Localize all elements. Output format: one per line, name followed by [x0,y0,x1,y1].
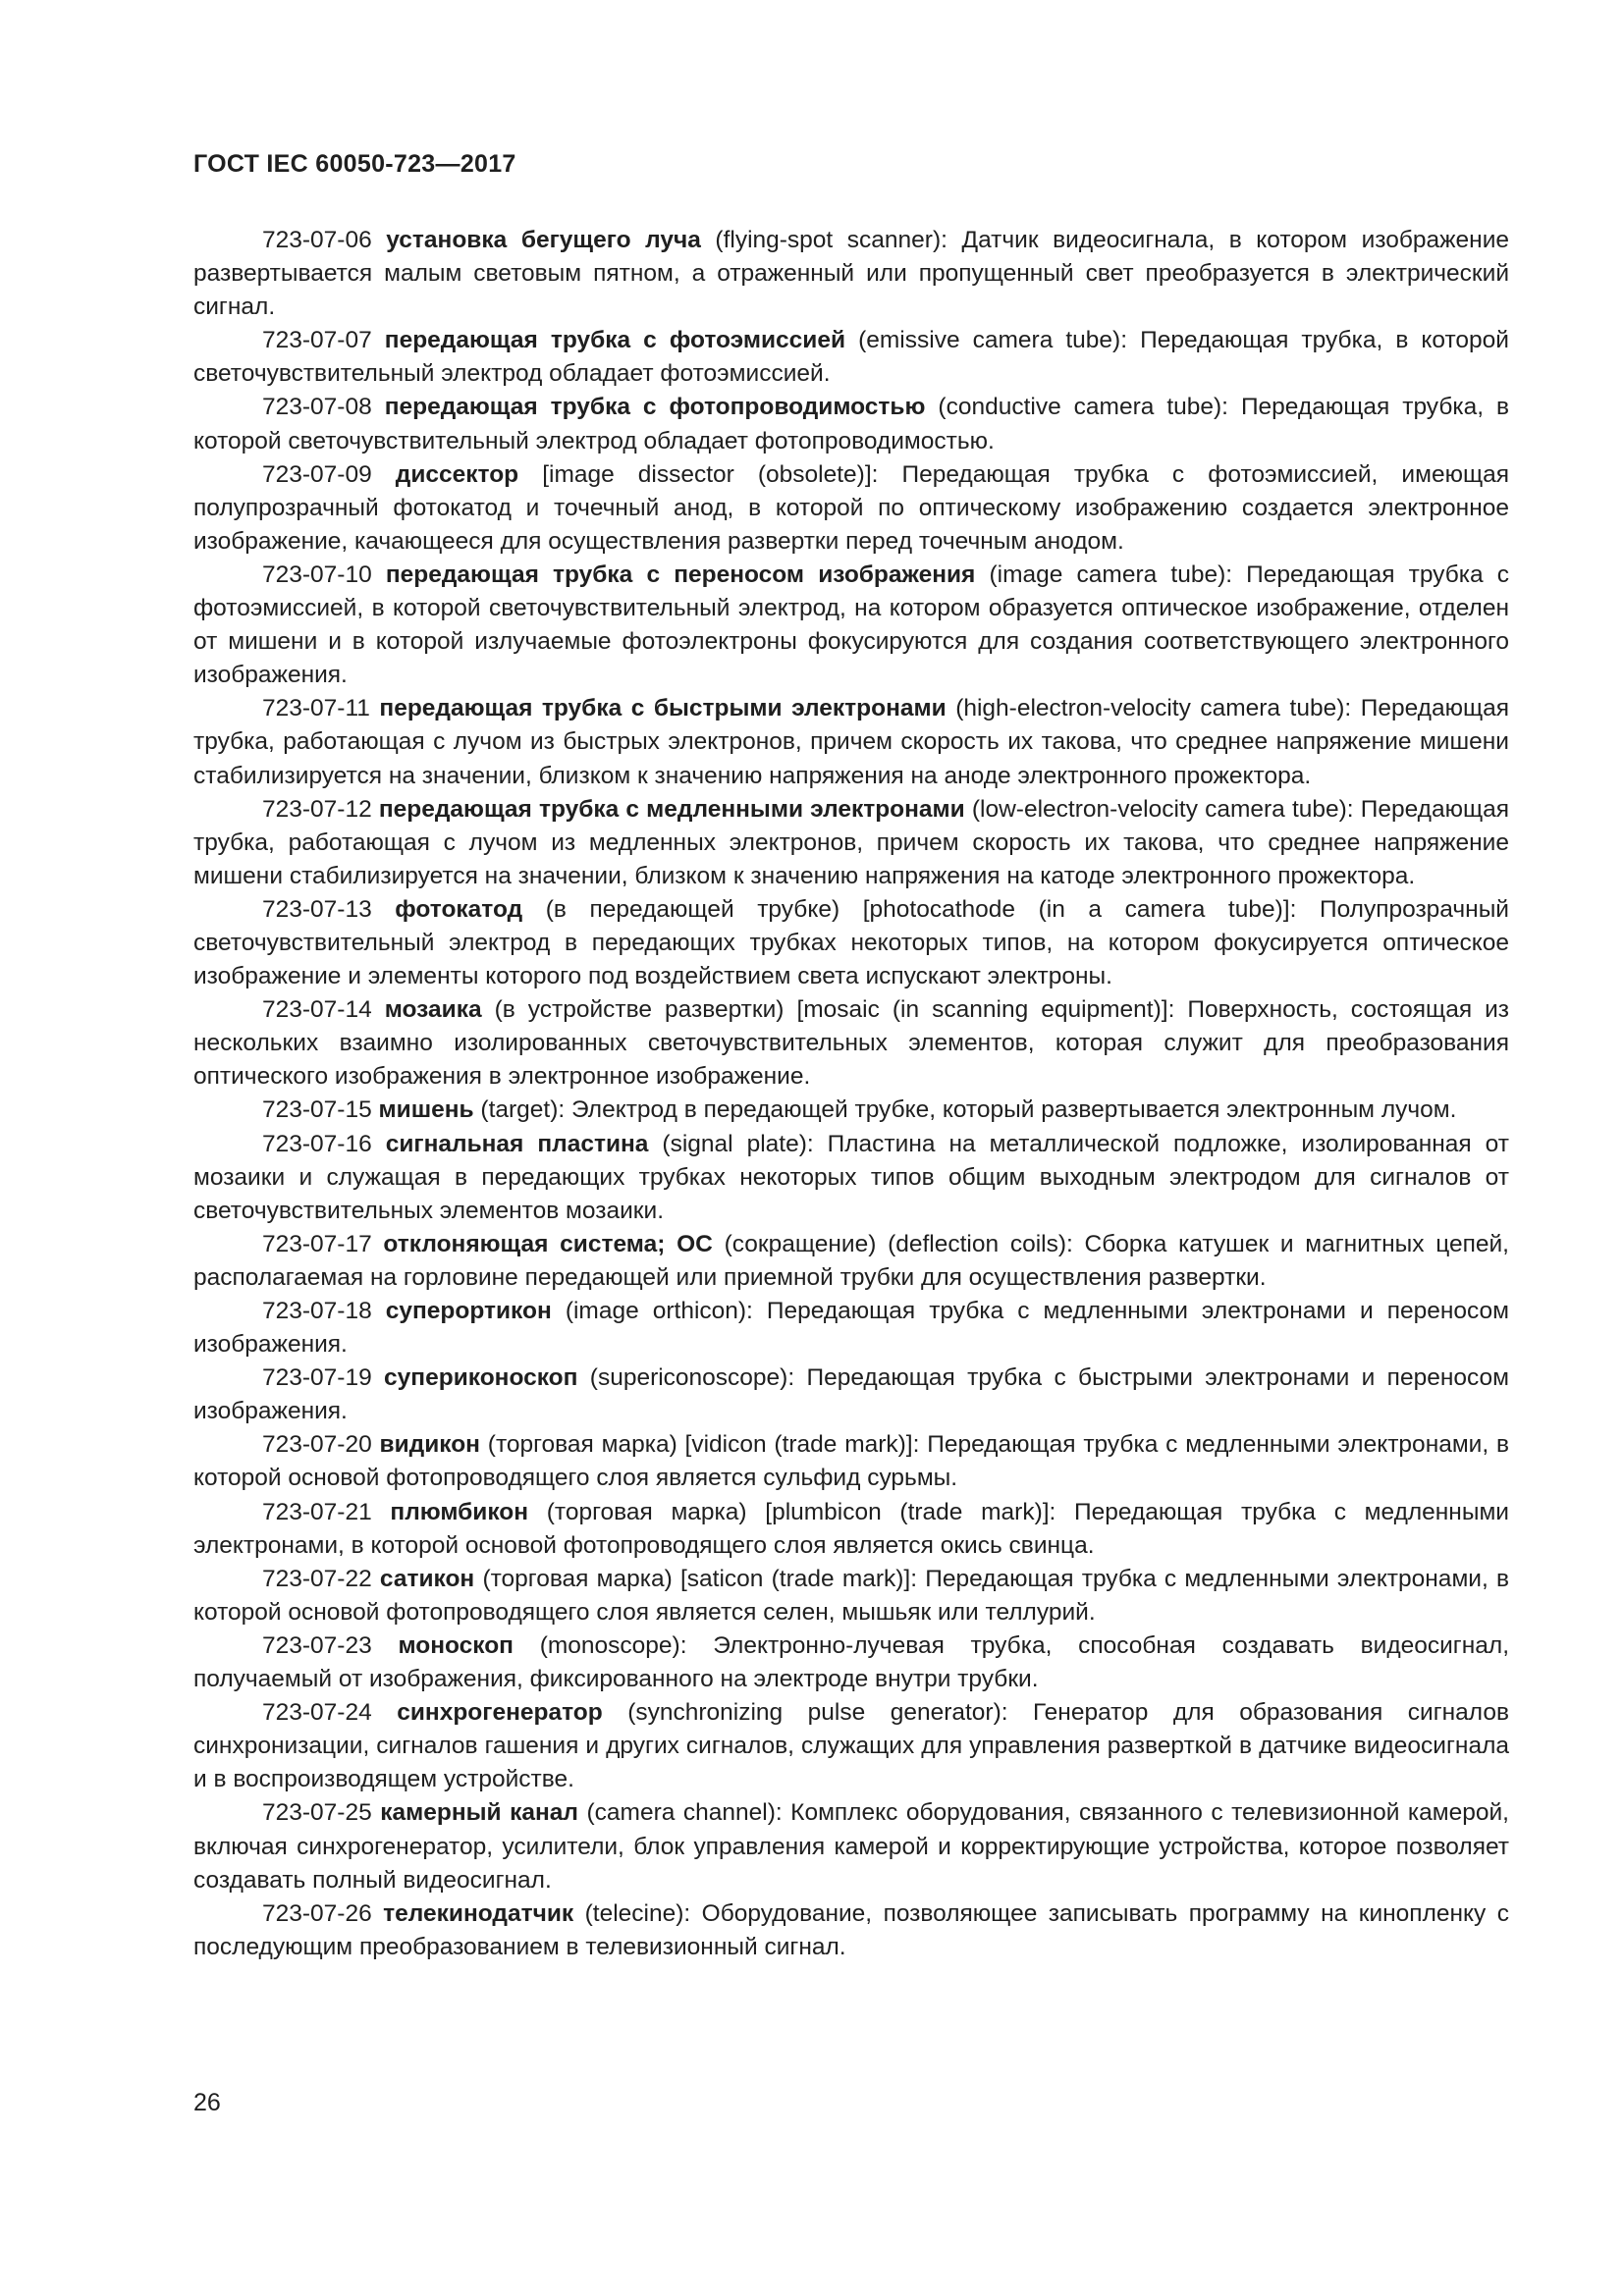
term-entry [193,391,1509,457]
term-number: 723-07-12 [262,795,372,823]
term-definition: (low-electron-velocity camera tube): Передающая трубка, работающая с лучом из медленных электронов, причем скорость их такова, что среднее напряжение мишени стабилизируется на значении, близком к значению напряжения на катоде электронного прожектора. [193,795,1510,889]
term-name: суперортикон [385,1298,552,1324]
term-number: 723-07-25 [262,1799,372,1827]
term-name: синхрогенератор [397,1699,603,1727]
term-definition: (торговая марка) [vidicon (trade mark)]: Передающая трубка с медленными электронами, в которой основой фотопроводящего слоя является сульфид сурьмы. [193,1431,1509,1492]
term-definition: (synchronizing pulse generator): Генератор для образования сигналов синхронизации, сигналов гашения и других сигналов, служащих для управления разверткой в датчике видеосигнала и в воспроизводящем устройстве. [193,1699,1510,1793]
term-definition: (high-electron-velocity camera tube): Передающая трубка, работающая с лучом из быстрых электронов, причем скорость их такова, что среднее напряжение мишени стабилизируется на значении, близком к значению напряжения на аноде электронного прожектора. [193,695,1510,789]
term-name: камерный канал [380,1799,578,1827]
term-name: передающая трубка с фотоэмиссией [384,327,846,354]
term-entry [193,1295,1509,1362]
term-entry [193,1496,1509,1563]
term-entry [193,1128,1509,1228]
term-name: фотокатод [395,895,523,923]
term-number: 723-07-06 [262,227,372,253]
term-definition: (в устройстве развертки) [mosaic (in scanning equipment)]: Поверхность, состоящая из нескольких взаимно изолированных светочувствительных элементов, которая служит для преобразования оптического изображения в электронное изображение. [193,996,1510,1091]
term-name: мозаика [384,996,482,1024]
term-definition: (image orthicon): Передающая трубка с медленными электронами и переносом изображения. [193,1298,1510,1359]
term-name: передающая трубка с медленными электронами [378,795,965,823]
term-number: 723-07-10 [262,561,372,588]
term-name: сигнальная пластина [385,1130,649,1157]
term-name: плюмбикон [390,1498,529,1525]
document-header: ГОСТ IEC 60050-723—2017 [193,150,516,178]
term-name: передающая трубка с быстрыми электронами [379,695,947,722]
term-name: передающая трубка с переносом изображения [385,561,976,588]
term-name: супериконоскоп [384,1364,578,1392]
term-name: телекинодатчик [383,1899,574,1927]
term-number: 723-07-26 [262,1899,372,1927]
term-number: 723-07-11 [262,695,370,722]
term-name: отклоняющая система; ОС [383,1230,713,1257]
term-number: 723-07-23 [262,1631,372,1659]
term-number: 723-07-22 [262,1565,372,1592]
term-name: видикон [379,1431,480,1459]
term-entry [193,893,1509,993]
term-entry [193,458,1509,559]
term-definition: (в передающей трубке) [photocathode (in a camera tube)]: Полупрозрачный светочувствительный электрод в передающих трубках некоторых типов, на котором фокусируется оптическое изображение и элементы которого под воздействием света испускают электроны. [193,895,1509,990]
term-name: мишень [378,1096,474,1124]
page-number: 26 [193,2089,221,2116]
term-definition: (monoscope): Электронно-лучевая трубка, способная создавать видеосигнал, получаемый от изображения, фиксированного на электроде внутри трубки. [193,1631,1509,1693]
term-entry [193,692,1509,792]
term-number: 723-07-09 [262,460,372,488]
term-definition: (image camera tube): Передающая трубка с фотоэмиссией, в которой светочувствительный электрод, на котором образуется оптическое изображение, отделен от мишени и в которой излучаемые фотоэлектроны фокусируются для создания соответствующего электронного изображения. [193,561,1510,689]
term-entry [193,1897,1509,1964]
term-entry [193,224,1509,324]
term-definition: (camera channel): Комплекс оборудования, связанного с телевизионной камерой, включая синхрогенератор, усилители, блок управления камерой и корректирующие устройства, которое позволяет создавать полный видеосигнал. [193,1799,1509,1894]
term-number: 723-07-17 [262,1230,372,1257]
term-definition: (emissive camera tube): Передающая трубка, в которой светочувствительный электрод обладает фотоэмиссией. [193,327,1509,388]
term-number: 723-07-24 [262,1699,372,1727]
term-entry [193,324,1509,391]
term-number: 723-07-16 [262,1130,372,1157]
term-entry [193,993,1509,1094]
term-name: установка бегущего луча [386,227,701,253]
term-name: сатикон [379,1565,475,1592]
term-number: 723-07-19 [262,1364,372,1392]
term-definition: (signal plate): Пластина на металлической подложке, изолированная от мозаики и служащая в передающих трубках некоторых типов общим выходным электродом для сигналов от светочувствительных элементов мозаики. [193,1130,1509,1224]
term-name: моноскоп [398,1631,514,1659]
term-definition: (conductive camera tube): Передающая трубка, в которой светочувствительный электрод обладает фотопроводимостью. [193,394,1510,454]
term-entry [193,1796,1509,1896]
term-name: передающая трубка с фотопроводимостью [384,394,926,421]
term-entry [193,1428,1509,1495]
term-definition: (telecine): Оборудование, позволяющее записывать программу на кинопленку с последующим преобразованием в телевизионный сигнал. [193,1899,1509,1960]
term-number: 723-07-21 [262,1498,372,1525]
term-entry [193,1563,1509,1629]
term-definition: (торговая марка) [saticon (trade mark)]: Передающая трубка с медленными электронами, в которой основой фотопроводящего слоя является селен, мышьяк или теллурий. [193,1565,1509,1626]
terms-list [193,224,1509,1964]
term-definition: (торговая марка) [plumbicon (trade mark)]: Передающая трубка с медленными электронами, в которой основой фотопроводящего слоя является окись свинца. [193,1498,1509,1559]
term-number: 723-07-15 [262,1096,372,1124]
term-entry [193,1094,1509,1127]
term-definition: (target): Электрод в передающей трубке, который развертывается электронным лучом. [480,1096,1457,1124]
term-number: 723-07-14 [262,996,372,1024]
term-definition: (supericonoscope): Передающая трубка с быстрыми электронами и переносом изображения. [193,1364,1509,1425]
term-entry [193,1696,1509,1796]
term-definition: [image dissector (obsolete)]: Передающая трубка с фотоэмиссией, имеющая полупрозрачный фотокатод и точечный анод, в которой по оптическому изображению создается электронное изображение, качающееся для осуществления развертки перед точечным анодом. [193,460,1509,555]
term-definition: (сокращение) (deflection coils): Сборка катушек и магнитных цепей, располагаемая на горловине передающей или приемной трубки для осуществления развертки. [193,1230,1509,1291]
term-entry [193,1629,1509,1696]
term-entry [193,1228,1509,1295]
term-entry [193,1362,1509,1428]
term-number: 723-07-07 [262,327,372,354]
term-entry [193,559,1509,692]
term-definition: (flying-spot scanner): Датчик видеосигнала, в котором изображение развертывается малым световым пятном, а отраженный или пропущенный свет преобразуется в электрический сигнал. [193,227,1510,321]
term-name: диссектор [395,460,519,488]
term-number: 723-07-20 [262,1431,372,1459]
term-number: 723-07-13 [262,895,372,923]
term-number: 723-07-18 [262,1298,372,1324]
term-number: 723-07-08 [262,394,372,421]
term-entry [193,793,1509,893]
